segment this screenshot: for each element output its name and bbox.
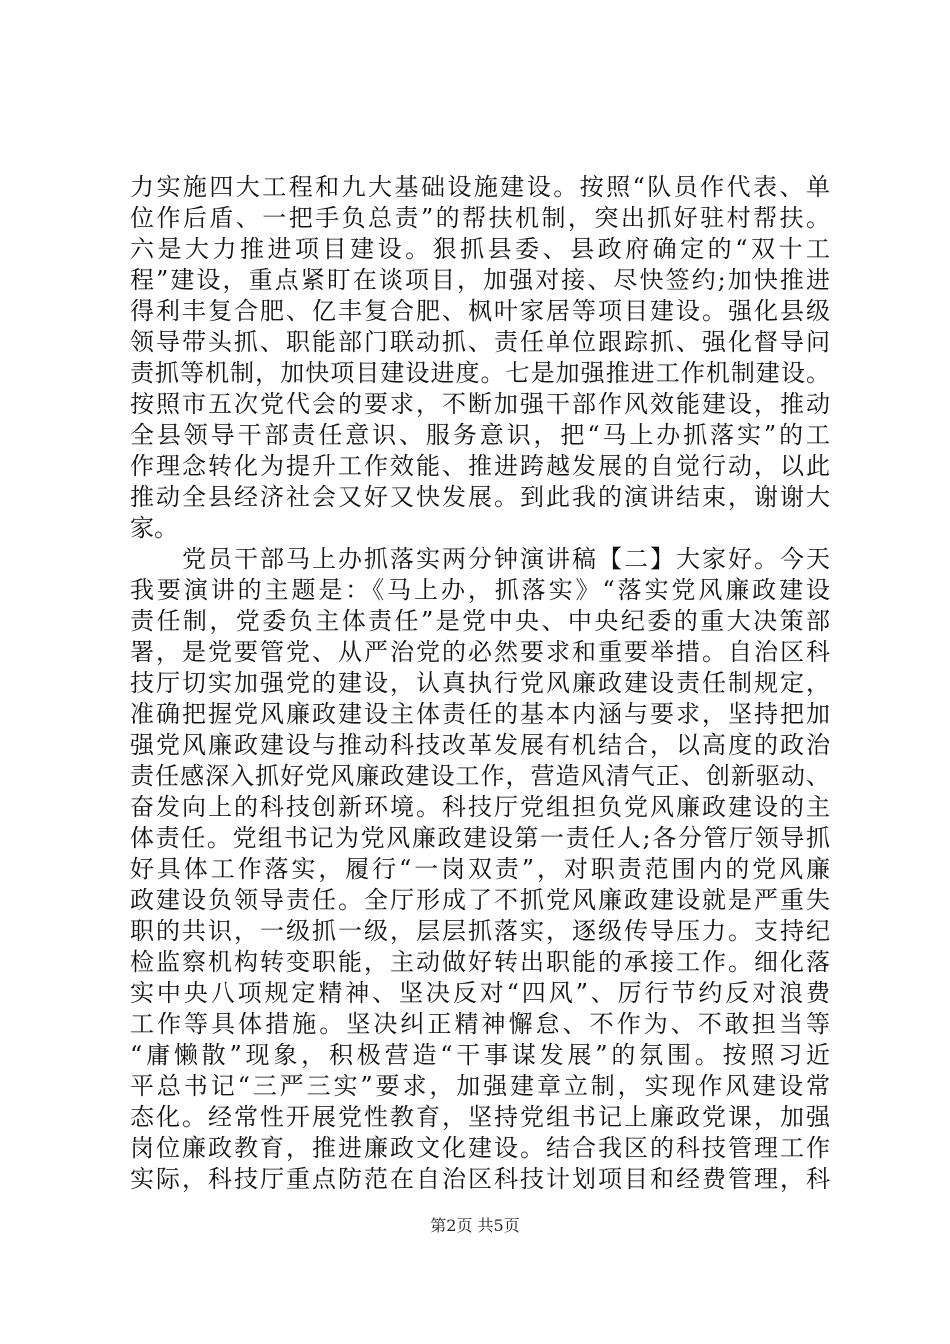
text-line: 体责任。党组书记为党风廉政建设第一责任人;各分管厅领导抓 bbox=[130, 824, 830, 852]
text-line: 署，是党要管党、从严治党的必然要求和重要举措。自治区科 bbox=[130, 638, 830, 666]
text-line: 平总书记“三严三实”要求，加强建章立制，实现作风建设常 bbox=[130, 1072, 830, 1100]
page-number-footer: 第2页 共5页 bbox=[430, 1216, 520, 1235]
text-line: 力实施四大工程和九大基础设施建设。按照“队员作代表、单 bbox=[130, 173, 830, 201]
text-line: 责抓等机制，加快项目建设进度。七是加强推进工作机制建设。 bbox=[130, 359, 830, 387]
text-line: 工作等具体措施。坚决纠正精神懈怠、不作为、不敢担当等 bbox=[130, 1010, 830, 1038]
text-line: 技厅切实加强党的建设，认真执行党风廉政建设责任制规定， bbox=[130, 669, 830, 697]
text-line: 全县领导干部责任意识、服务意识，把“马上办抓落实”的工 bbox=[130, 421, 830, 449]
text-line: 按照市五次党代会的要求，不断加强干部作风效能建设，推动 bbox=[130, 390, 830, 418]
text-line: 实中央八项规定精神、坚决反对“四风”、厉行节约反对浪费 bbox=[130, 979, 830, 1007]
text-line: 态化。经常性开展党性教育，坚持党组书记上廉政党课，加强 bbox=[130, 1103, 830, 1131]
text-line: 作理念转化为提升工作效能、推进跨越发展的自觉行动，以此 bbox=[130, 452, 830, 480]
text-line: 实际，科技厅重点防范在自治区科技计划项目和经费管理，科 bbox=[130, 1165, 830, 1193]
text-line: 准确把握党风廉政建设主体责任的基本内涵与要求，坚持把加 bbox=[130, 700, 830, 728]
text-line: 强党风廉政建设与推动科技改革发展有机结合，以高度的政治 bbox=[130, 731, 830, 759]
text-line: 好具体工作落实，履行“一岗双责”，对职责范围内的党风廉 bbox=[130, 855, 830, 883]
paragraph-1 bbox=[130, 172, 830, 544]
text-line: 程”建设，重点紧盯在谈项目，加强对接、尽快签约;加快推进 bbox=[130, 266, 830, 294]
text-line: 职的共识，一级抓一级，层层抓落实，逐级传导压力。支持纪 bbox=[130, 917, 830, 945]
text-line: 党员干部马上办抓落实两分钟演讲稿【二】大家好。今天 bbox=[182, 545, 830, 573]
text-line: 领导带头抓、职能部门联动抓、责任单位跟踪抓、强化督导问 bbox=[130, 328, 830, 356]
text-line: 家。 bbox=[130, 514, 178, 542]
text-line: 推动全县经济社会又好又快发展。到此我的演讲结束，谢谢大 bbox=[130, 483, 830, 511]
text-line: 奋发向上的科技创新环境。科技厅党组担负党风廉政建设的主 bbox=[130, 793, 830, 821]
paragraph-2 bbox=[130, 544, 830, 1195]
text-line: 我要演讲的主题是：《马上办，抓落实》“落实党风廉政建设 bbox=[130, 576, 830, 604]
text-line: “庸懒散”现象，积极营造“干事谋发展”的氛围。按照习近 bbox=[130, 1041, 830, 1069]
text-line: 责任制，党委负主体责任”是党中央、中央纪委的重大决策部 bbox=[130, 607, 830, 635]
text-line: 岗位廉政教育，推进廉政文化建设。结合我区的科技管理工作 bbox=[130, 1134, 830, 1162]
text-line: 六是大力推进项目建设。狠抓县委、县政府确定的“双十工 bbox=[130, 235, 830, 263]
text-line: 位作后盾、一把手负总责”的帮扶机制，突出抓好驻村帮扶。 bbox=[130, 204, 830, 232]
text-line: 得利丰复合肥、亿丰复合肥、枫叶家居等项目建设。强化县级 bbox=[130, 297, 830, 325]
text-line: 检监察机构转变职能，主动做好转出职能的承接工作。细化落 bbox=[130, 948, 830, 976]
text-line: 责任感深入抓好党风廉政建设工作，营造风清气正、创新驱动、 bbox=[130, 762, 830, 790]
document-body bbox=[130, 172, 830, 1195]
text-line: 政建设负领导责任。全厅形成了不抓党风廉政建设就是严重失 bbox=[130, 886, 830, 914]
